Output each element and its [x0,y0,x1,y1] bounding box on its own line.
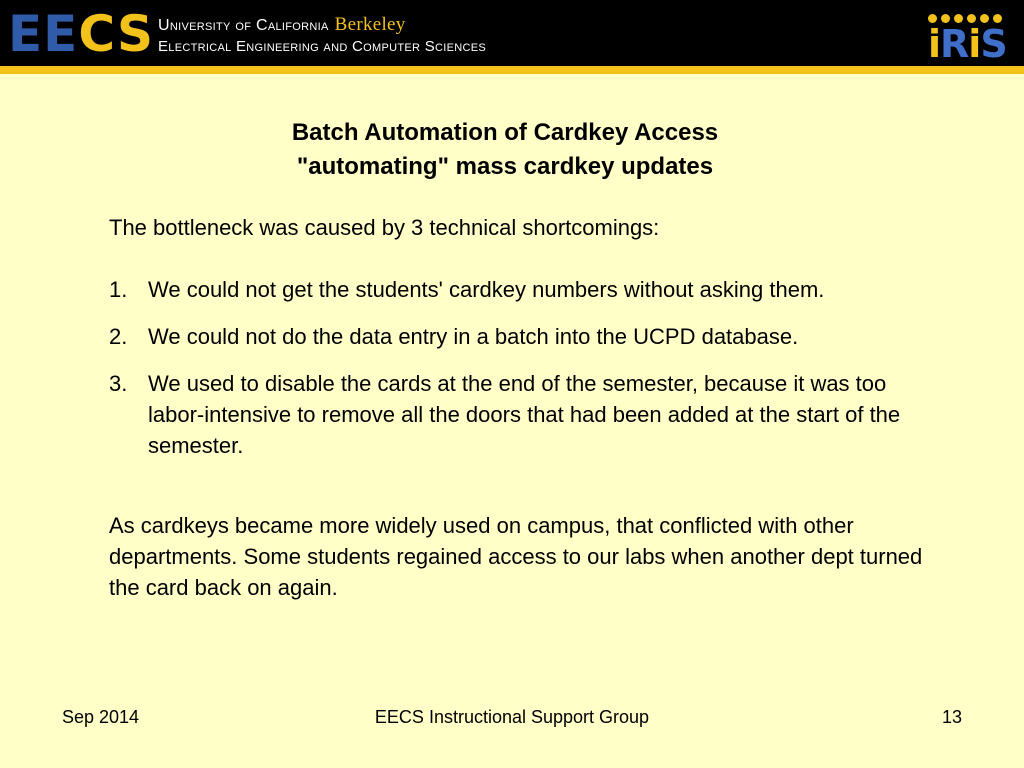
closing-text: As cardkeys became more widely used on campus, that conflicted with other departments. Some students regained access to our labs when another dept turned the card back on again. [109,513,923,600]
header-stripe [0,66,1024,74]
list-item [109,274,929,305]
shortcomings-list [109,274,929,477]
list-item-text: We could not get the students' cardkey numbers without asking them. [148,277,825,302]
eecs-logo: EECS [8,5,154,63]
list-number: 1. [109,277,128,302]
department-name: Electrical Engineering and Computer Sciences [158,38,487,55]
footer-date: Sep 2014 [62,707,140,727]
campus-name: Berkeley [334,14,406,35]
iris-logo: iRiS [922,8,1018,64]
list-number: 3. [109,371,128,396]
page-number: 13 [941,707,962,727]
list-item [109,368,929,461]
intro-text: The bottleneck was caused by 3 technical shortcomings: [109,215,660,240]
header-bar [0,0,1024,66]
slide-subtitle: "automating" mass cardkey updates [296,153,714,180]
list-item [109,321,929,352]
list-number: 2. [109,324,128,349]
list-item-text: We used to disable the cards at the end of the semester, because it was too labor-intensive to remove all the doors that had been added at the start of the semester. [148,371,901,458]
slide-title: Batch Automation of Cardkey Access [291,119,719,146]
university-name: University of California Berkeley [158,14,406,35]
list-item-text: We could not do the data entry in a batch into the UCPD database. [148,324,799,349]
footer-group: EECS Instructional Support Group [374,707,650,727]
